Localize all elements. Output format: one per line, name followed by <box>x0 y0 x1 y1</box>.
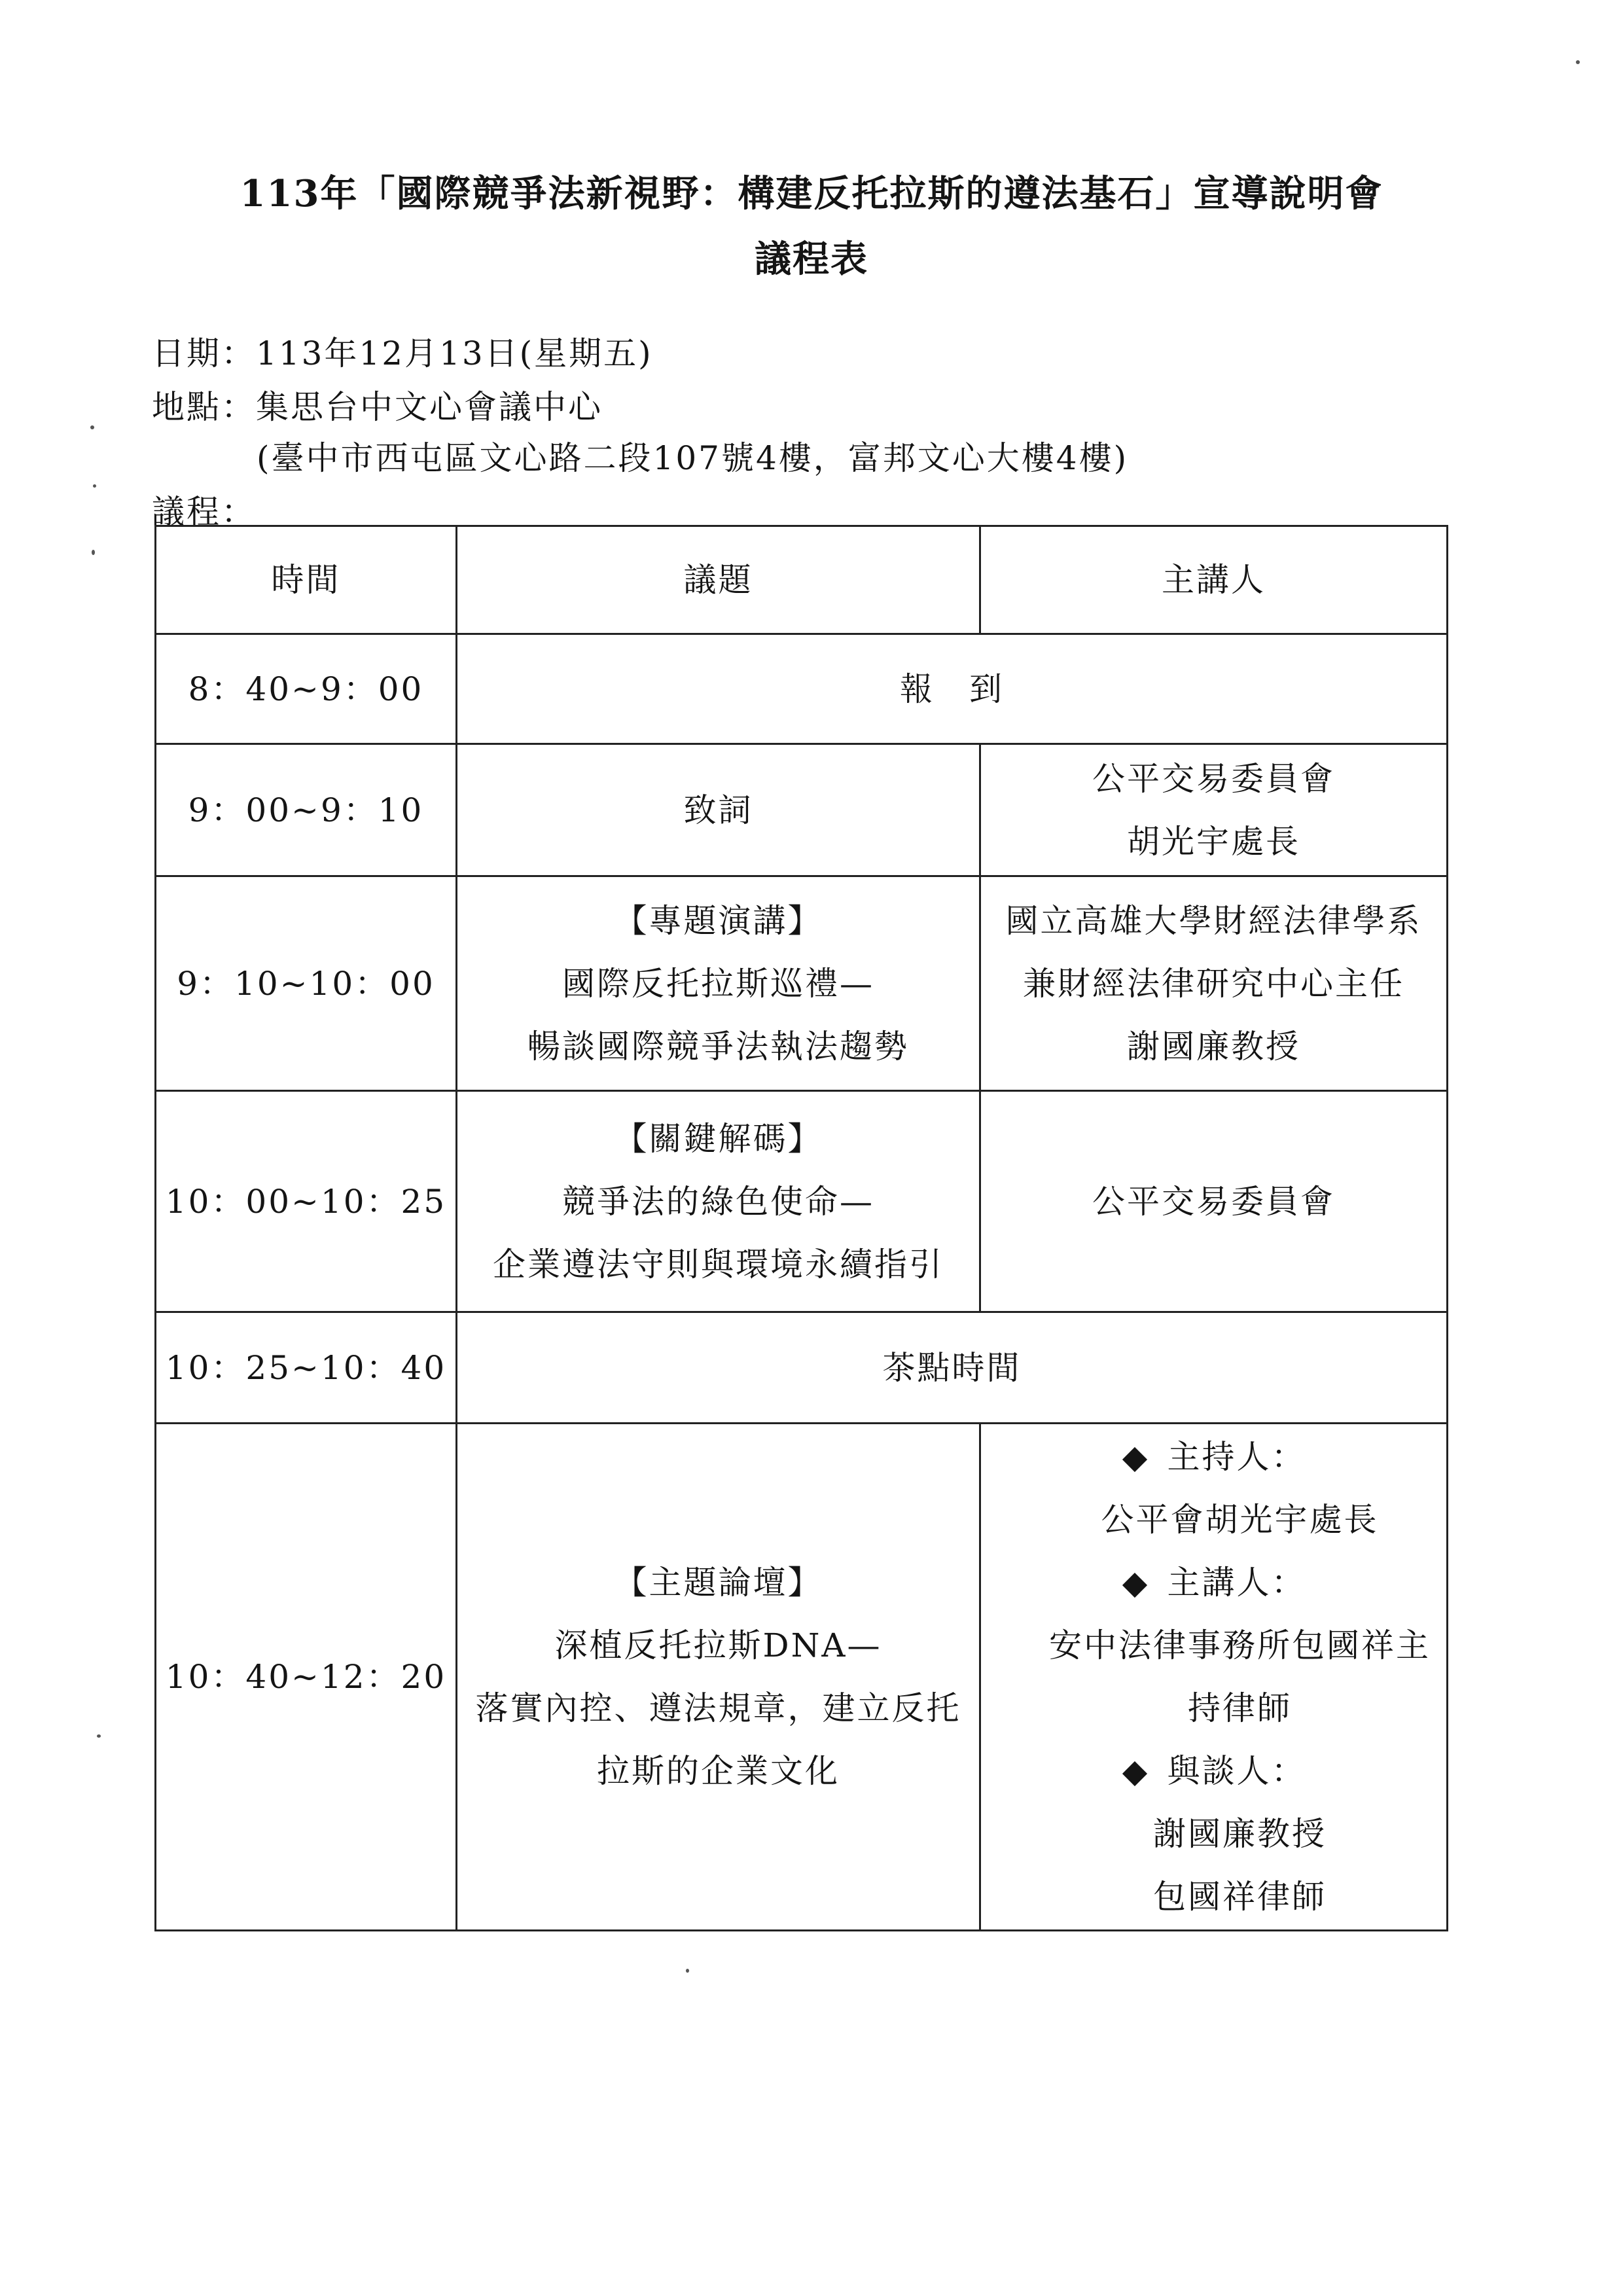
agenda-label: 議程： <box>152 493 256 531</box>
row-speaker <box>980 1091 1448 1312</box>
document-title: 113年「國際競爭法新視野：構建反托拉斯的遵法基石」宣導說明會 <box>240 172 1383 215</box>
diamond-bullet-icon: ◆ <box>1122 1752 1150 1790</box>
topic-tag: 【專題演講】 <box>614 901 823 940</box>
row-topic <box>457 876 980 1091</box>
header-time: 時間 <box>156 526 457 634</box>
speaker-line: 胡光宇處長 <box>1127 822 1300 861</box>
row-speaker-panel <box>980 1424 1448 1931</box>
speaker-line: 公平交易委員會 <box>1092 1182 1335 1221</box>
panel-name: 謝國廉教授 <box>1153 1815 1327 1853</box>
event-venue: 地點：集思台中文心會議中心 <box>152 388 603 426</box>
topic-line: 暢談國際競爭法執法趨勢 <box>527 1027 909 1066</box>
panel-host-row <box>985 1426 1442 1488</box>
table-row <box>156 1312 1448 1424</box>
row-speaker <box>980 876 1448 1091</box>
panel-discussant-row <box>985 1740 1442 1803</box>
panel-role: 主持人： <box>1167 1438 1306 1476</box>
topic-line: 深植反托拉斯DNA— <box>554 1626 882 1664</box>
document-subtitle: 議程表 <box>755 238 868 281</box>
scan-speck <box>92 550 95 555</box>
panel-speaker-row <box>985 1551 1442 1614</box>
scan-speck <box>686 1969 689 1973</box>
table-header-row <box>156 526 1448 634</box>
topic-tag: 【關鍵解碼】 <box>614 1119 823 1158</box>
row-speaker <box>980 744 1448 876</box>
topic-line: 國際反托拉斯巡禮— <box>562 964 874 1003</box>
speaker-line: 公平交易委員會 <box>1092 759 1335 798</box>
panel-name: 持律師 <box>1188 1689 1292 1727</box>
diamond-bullet-icon: ◆ <box>1122 1564 1150 1602</box>
panel-role: 與談人： <box>1167 1752 1306 1790</box>
scan-speck <box>93 484 96 488</box>
event-date: 日期：113年12月13日(星期五) <box>152 334 653 372</box>
topic-line: 落實內控、遵法規章，建立反托 <box>475 1689 961 1727</box>
row-time: 9：10~10：00 <box>156 876 457 1091</box>
topic-line: 競爭法的綠色使命— <box>562 1182 874 1221</box>
event-address: (臺中市西屯區文心路二段107號4樓，富邦文心大樓4樓) <box>257 439 1129 477</box>
row-topic <box>457 1091 980 1312</box>
row-time: 10：40~12：20 <box>156 1424 457 1931</box>
row-topic <box>457 634 1448 744</box>
row-time: 10：00~10：25 <box>156 1091 457 1312</box>
row-time: 8：40~9：00 <box>156 634 457 744</box>
table-row <box>156 744 1448 876</box>
table-row <box>156 1091 1448 1312</box>
speaker-line: 兼財經法律研究中心主任 <box>1023 964 1404 1003</box>
panel-role: 主講人： <box>1167 1564 1306 1602</box>
table-row <box>156 634 1448 744</box>
panel-name: 包國祥律師 <box>1153 1878 1327 1916</box>
panel-name: 安中法律事務所包國祥主 <box>1049 1626 1431 1664</box>
row-time: 10：25~10：40 <box>156 1312 457 1424</box>
speaker-line: 謝國廉教授 <box>1127 1027 1300 1066</box>
agenda-table <box>154 525 1448 1931</box>
scan-speck <box>97 1734 101 1738</box>
topic-line: 企業遵法守則與環境永續指引 <box>493 1245 944 1283</box>
table-row <box>156 1424 1448 1931</box>
diamond-bullet-icon: ◆ <box>1122 1438 1150 1476</box>
row-time: 9：00~9：10 <box>156 744 457 876</box>
header-topic: 議題 <box>457 526 980 634</box>
row-topic: 致詞 <box>457 744 980 876</box>
topic-line: 拉斯的企業文化 <box>597 1752 840 1790</box>
scan-speck <box>90 425 94 429</box>
row-topic <box>457 1424 980 1931</box>
scan-speck <box>1576 60 1580 64</box>
row-topic: 茶點時間 <box>457 1312 1448 1424</box>
header-speaker: 主講人 <box>980 526 1448 634</box>
panel-name: 公平會胡光宇處長 <box>1101 1501 1379 1539</box>
registration-label: 報 到 <box>900 670 1004 708</box>
table-row <box>156 876 1448 1091</box>
speaker-line: 國立高雄大學財經法律學系 <box>1005 901 1422 940</box>
topic-tag: 【主題論壇】 <box>614 1564 823 1602</box>
